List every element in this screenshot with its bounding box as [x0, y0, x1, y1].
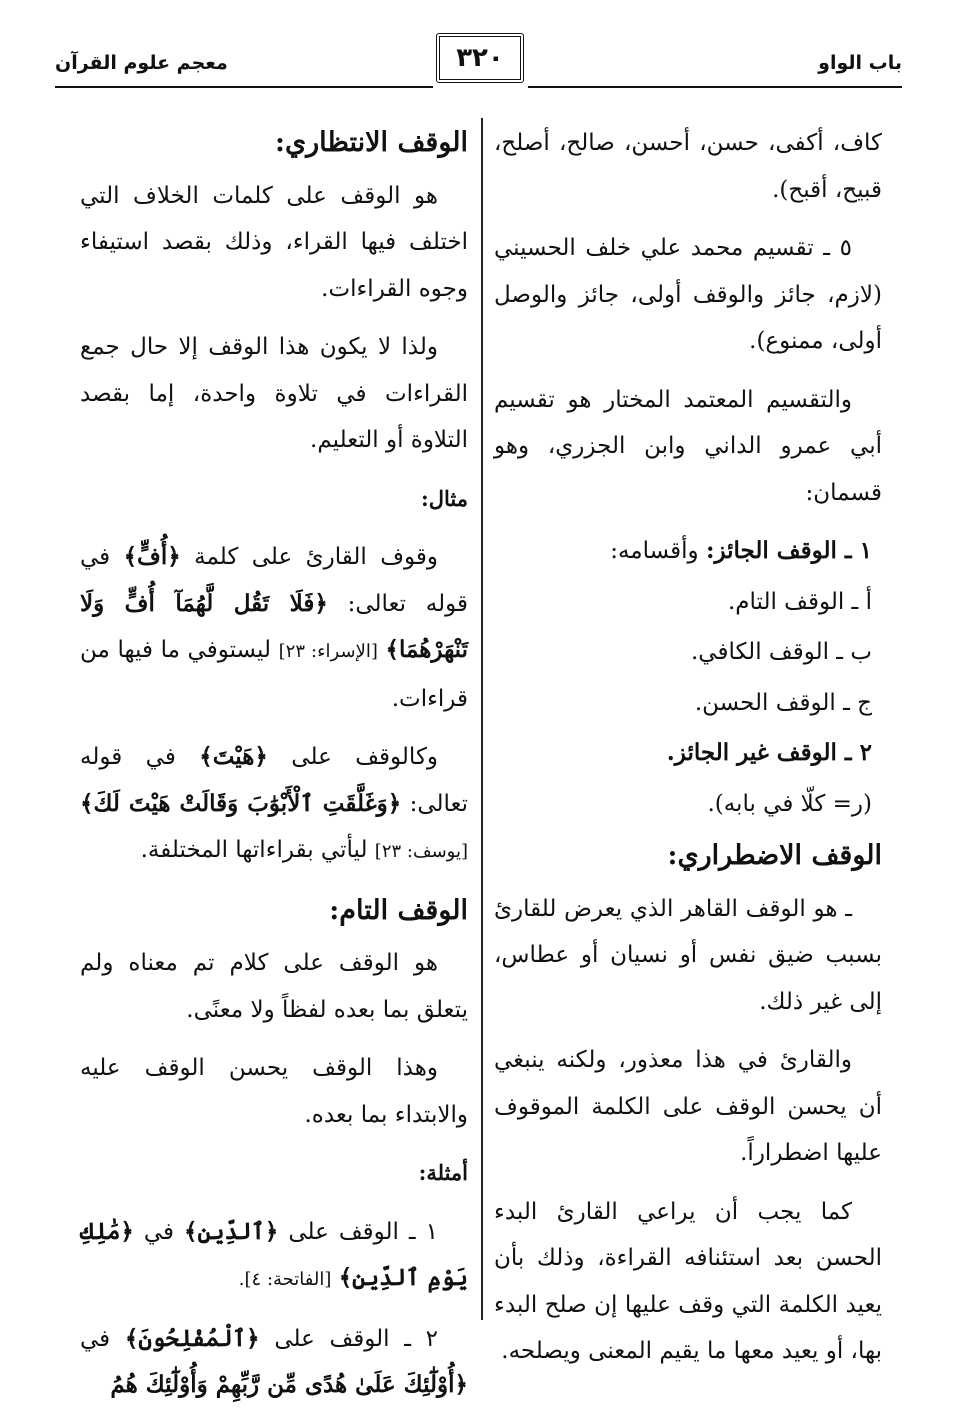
text: في قوله تعالى: — [80, 544, 468, 617]
list-item: ج ـ الوقف الحسن. — [694, 689, 872, 716]
paragraph: ـ هو الوقف القاهر الذي يعرض للقارئ بسبب ضيق نفس أو نسيان أو عطاس، إلى غير ذلك. — [494, 895, 882, 1015]
quran-word: ﴿ٱلدِّينِ﴾ — [184, 1217, 279, 1245]
list-item-text: وأقسامه: — [610, 538, 699, 564]
verse-reference: [الإسراء: ٢٣] — [278, 641, 378, 662]
verse-reference: [الفاتحة: ٤]. — [238, 1269, 332, 1290]
text: ٢ ـ الوقف على — [274, 1325, 439, 1352]
text: في — [80, 1325, 111, 1352]
text: ١ ـ الوقف على — [288, 1218, 439, 1245]
quran-verse: ﴿وَغَلَّقَتِ ٱلْأَبْوَٰبَ وَقَالَتْ هَيْتَ لَكَ﴾ — [80, 789, 402, 817]
example-paragraph — [80, 1316, 468, 1409]
paragraph: ولذا لا يكون هذا الوقف إلا حال جمع القراءات في تلاوة واحدة، إما بقصد التلاوة أو التعليم. — [80, 334, 468, 453]
list-item-label: ١ ـ الوقف الجائز: — [705, 537, 872, 564]
paragraph: ٥ ـ تقسيم محمد علي خلف الحسيني (لازم، جائز والوقف أولى، جائز والوصل أولى، ممنوع). — [494, 235, 882, 354]
paragraph: هو الوقف على كلمات الخلاف التي اختلف فيها القراء، وذلك بقصد استيفاء وجوه القراءات. — [80, 182, 468, 302]
paragraph: والقارئ في هذا معذور، ولكنه ينبغي أن يحسن الوقف على الكلمة الموقوف عليها اضطراراً. — [494, 1047, 882, 1166]
quran-word: ﴿أُفٍّ﴾ — [123, 543, 181, 570]
paragraph: كاف، أكفى، حسن، أحسن، صالح، أصلح، قبيح، أقبح). — [494, 130, 882, 203]
examples-label: أمثلة: — [418, 1160, 468, 1185]
list-item: أ ـ الوقف التام. — [727, 588, 872, 615]
right-column — [494, 120, 882, 1387]
quran-word: ﴿ٱلْمُفْلِحُونَ﴾ — [124, 1324, 260, 1352]
page-number-box — [436, 33, 524, 83]
text: وقوف القارئ على كلمة — [194, 544, 439, 570]
quran-verse: ﴿مَٰلِكِ يَوْمِ ٱلدِّينِ﴾ — [80, 1217, 468, 1291]
paragraph: والتقسيم المعتمد المختار هو تقسيم أبي عمرو الداني وابن الجزري، وهو قسمان: — [494, 386, 882, 506]
quran-verse: ﴿فَلَا تَقُل لَّهُمَآ أُفٍّ وَلَا تَنْهَرْهُمَا﴾ — [80, 589, 469, 663]
example-paragraph — [80, 1209, 468, 1304]
section-heading: الوقف الاضطراري: — [667, 840, 882, 871]
paragraph: كما يجب أن يراعي القارئ البدء الحسن بعد استئنافه القراءة، وذلك بأن يعيد الكلمة التي وقف عليها إن صلح البدء بها، أو يعيد معها ما يقيم المعنى ويصلحه. — [494, 1198, 882, 1364]
quran-verse: ﴿أُوْلَٰٓئِكَ عَلَىٰ هُدًى مِّن رَّبِّهِمْ وَأُوْلَٰٓئِكَ هُمُ — [110, 1371, 468, 1398]
example-label: مثال: — [421, 485, 468, 511]
text: ليستوفي ما فيها من قراءات. — [80, 637, 468, 712]
section-heading: الوقف التام: — [329, 894, 468, 926]
paragraph: هو الوقف على كلام تم معناه ولم يتعلق بما بعده لفظاً ولا معنًى. — [80, 950, 468, 1023]
paragraph: وهذا الوقف يحسن الوقف عليه والابتداء بما بعده. — [80, 1055, 468, 1128]
page-number: ٣٢٠ — [456, 43, 504, 73]
text: في قوله تعالى: — [80, 744, 469, 817]
quran-word: ﴿هَيْتَ﴾ — [199, 743, 268, 770]
header-rule-left — [55, 86, 433, 88]
text: في — [143, 1218, 175, 1245]
list-item: ٢ ـ الوقف غير الجائز. — [666, 739, 872, 766]
left-column — [80, 120, 468, 1421]
example-paragraph — [80, 534, 468, 722]
list-item: ب ـ الوقف الكافي. — [691, 639, 872, 665]
verse-reference: [يوسف: ٢٣] — [374, 841, 468, 862]
section-heading: الوقف الانتظاري: — [274, 127, 468, 158]
column-divider — [481, 118, 483, 1320]
text: وكالوقف على — [291, 744, 438, 770]
example-paragraph — [80, 734, 468, 876]
list-item — [494, 528, 882, 575]
text: ليأتي بقراءاتها المختلفة. — [140, 837, 368, 863]
cross-reference: (ر= كلّا في بابه). — [707, 790, 872, 817]
header-rule-right — [528, 86, 902, 88]
book-title: معجم علوم القرآن — [55, 52, 228, 74]
chapter-title: باب الواو — [818, 52, 902, 74]
